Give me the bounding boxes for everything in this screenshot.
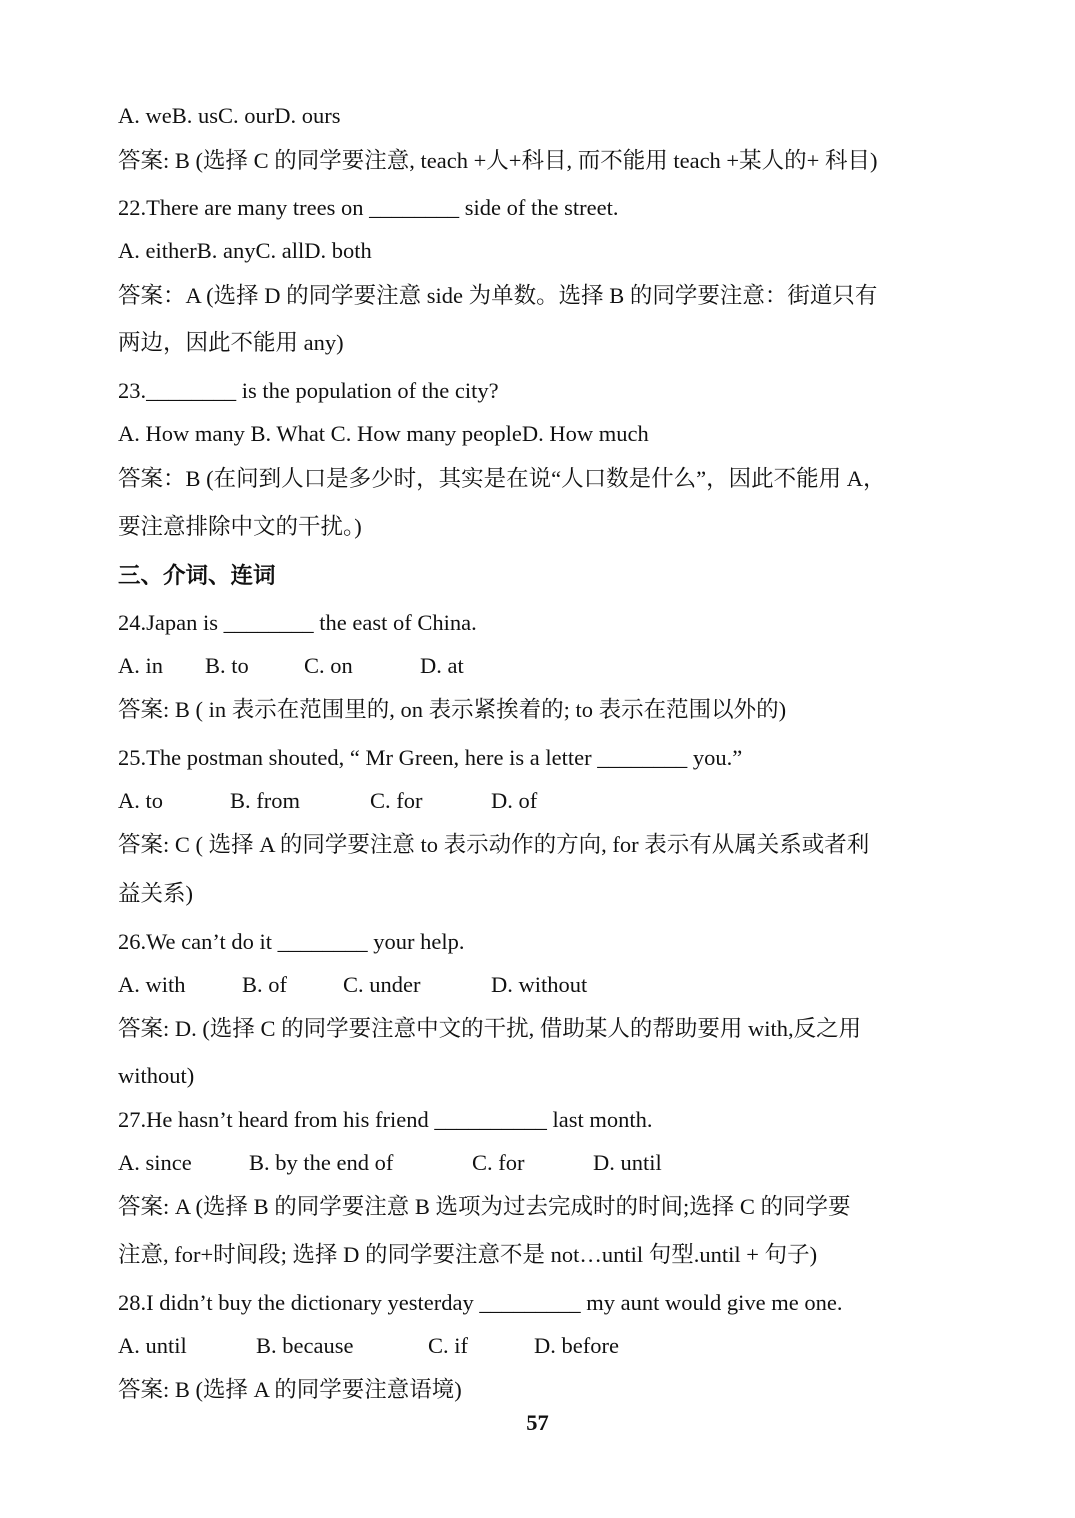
question-24: 24.Japan is ________ the east of China. xyxy=(118,610,477,635)
answer-q22-line1: 答案：A (选择 D 的同学要注意 side 为单数。选择 B 的同学要注意：街道只有 xyxy=(118,283,878,308)
option-a: A. since xyxy=(118,1150,192,1175)
answer-q22-line2: 两边，因此不能用 any) xyxy=(118,330,344,355)
question-28: 28.I didn’t buy the dictionary yesterday _________ my aunt would give me one. xyxy=(118,1290,843,1315)
options-q21: A. weB. usC. ourD. ours xyxy=(118,103,341,128)
answer-q26-line1: 答案: D. (选择 C 的同学要注意中文的干扰, 借助某人的帮助要用 with,反之用 xyxy=(118,1016,862,1041)
question-22: 22.There are many trees on ________ side of the street. xyxy=(118,195,619,220)
option-c: C. if xyxy=(428,1333,469,1358)
option-d: D. at xyxy=(420,653,464,678)
option-b: B. from xyxy=(230,788,300,813)
answer-q25-line1: 答案: C ( 选择 A 的同学要注意 to 表示动作的方向, for 表示有从属关系或者利 xyxy=(118,832,870,857)
option-c: C. under xyxy=(343,972,421,997)
option-b: B. because xyxy=(256,1333,354,1358)
option-d: D. of xyxy=(491,788,538,813)
option-d: D. until xyxy=(593,1150,662,1175)
question-27: 27.He hasn’t heard from his friend __________ last month. xyxy=(118,1107,653,1132)
option-b: B. by the end of xyxy=(249,1150,394,1175)
answer-q25-line2: 益关系) xyxy=(118,881,193,906)
page-number: 57 xyxy=(526,1410,549,1435)
question-26: 26.We can’t do it ________ your help. xyxy=(118,929,465,954)
option-d: D. before xyxy=(534,1333,619,1358)
answer-q21: 答案: B (选择 C 的同学要注意, teach +人+科目, 而不能用 teach +某人的+ 科目) xyxy=(118,148,878,173)
answer-q27-line2: 注意, for+时间段; 选择 D 的同学要注意不是 not…until 句型.until + 句子) xyxy=(118,1242,818,1267)
option-b: B. of xyxy=(242,972,287,997)
question-23: 23.________ is the population of the city? xyxy=(118,378,499,403)
answer-q23-line2: 要注意排除中文的干扰。) xyxy=(118,514,362,539)
option-c: C. on xyxy=(304,653,353,678)
options-q22: A. eitherB. anyC. allD. both xyxy=(118,238,372,263)
answer-q24: 答案: B ( in 表示在范围里的, on 表示紧挨着的; to 表示在范围以外的) xyxy=(118,697,787,722)
option-d: D. without xyxy=(491,972,588,997)
option-c: C. for xyxy=(472,1150,525,1175)
answer-q28: 答案: B (选择 A 的同学要注意语境) xyxy=(118,1377,462,1402)
option-a: A. in xyxy=(118,653,163,678)
question-25: 25.The postman shouted, “ Mr Green, here is a letter ________ you.” xyxy=(118,745,743,770)
option-a: A. to xyxy=(118,788,163,813)
option-b: B. to xyxy=(205,653,249,678)
option-a: A. with xyxy=(118,972,186,997)
section-heading: 三、介词、连词 xyxy=(118,563,276,588)
answer-q27-line1: 答案: A (选择 B 的同学要注意 B 选项为过去完成时的时间;选择 C 的同学要 xyxy=(118,1194,851,1219)
option-c: C. for xyxy=(370,788,423,813)
answer-q26-line2: without) xyxy=(118,1063,195,1088)
option-a: A. until xyxy=(118,1333,187,1358)
answer-q23-line1: 答案：B (在问到人口是多少时，其实是在说“人口数是什么”，因此不能用 A， xyxy=(118,466,886,491)
options-q23: A. How many B. What C. How many peopleD. How much xyxy=(118,421,649,446)
